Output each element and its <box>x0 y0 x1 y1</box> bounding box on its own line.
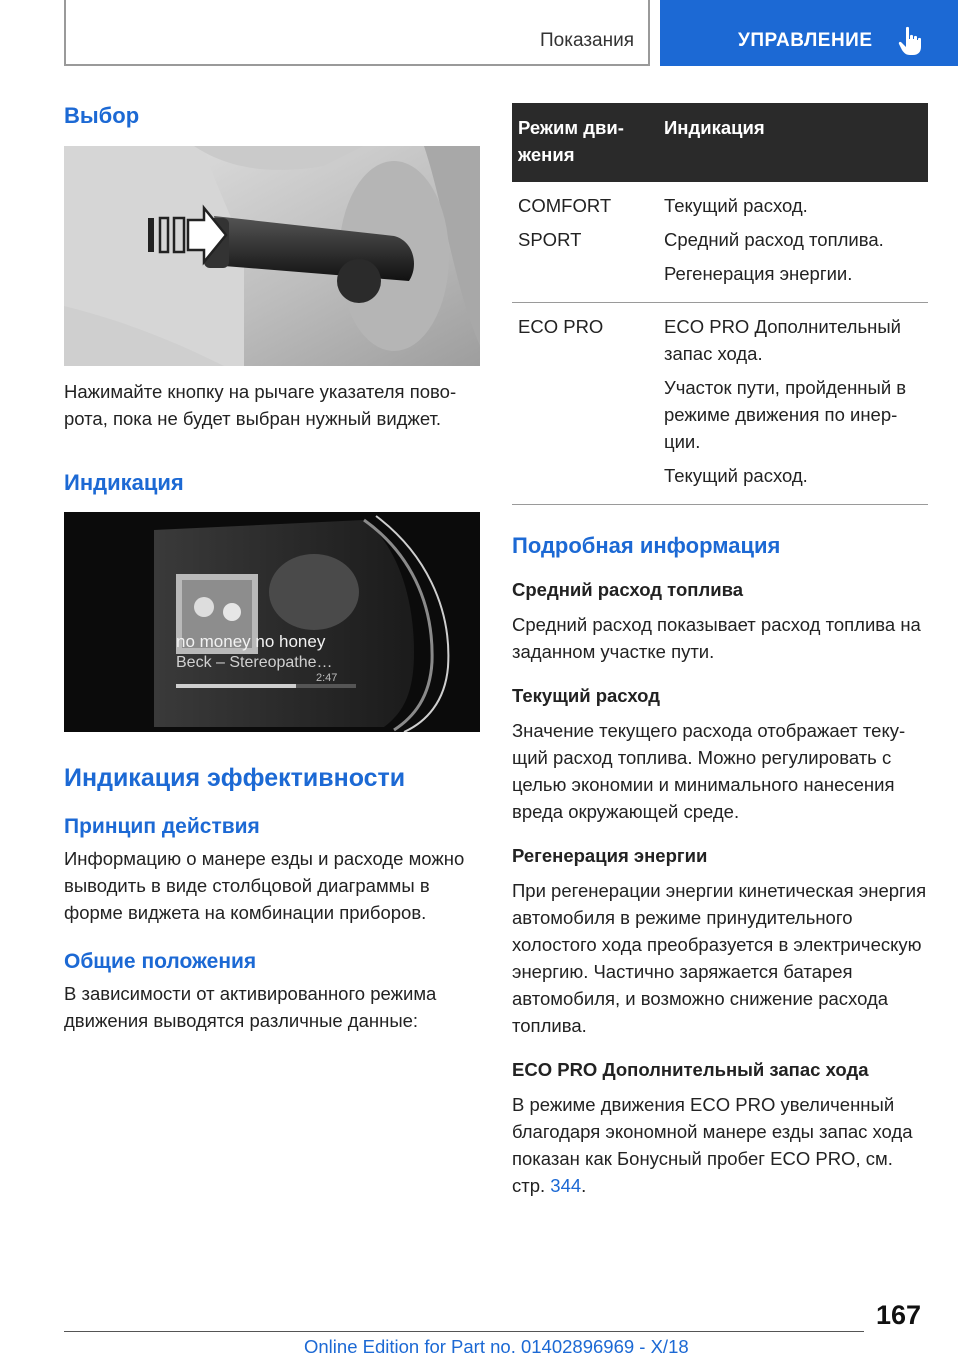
section-title-obshchie: Общие положения <box>64 950 257 973</box>
header-tab-label: Показания <box>540 30 634 51</box>
table-row <box>512 303 928 505</box>
subsection-title-avg-consumption: Средний расход топлива <box>512 579 743 600</box>
sentence-end: . <box>581 1175 587 1196</box>
track-title: no money no honey <box>176 632 326 651</box>
hand-pointer-icon <box>898 26 922 56</box>
left-column <box>64 100 480 1034</box>
subsection-title-eco-pro-range: ECO PRO Дополнительный запас хода <box>512 1059 869 1080</box>
table-row <box>512 182 928 303</box>
right-column <box>512 103 928 1199</box>
modes-table <box>512 103 928 505</box>
indication-item: Текущий расход. <box>664 465 808 486</box>
eco-pro-range-paragraph <box>512 1091 928 1199</box>
subsection-title-current-consumption: Текущий расход <box>512 685 660 706</box>
section-title-indikaciya: Индикация <box>64 470 184 495</box>
track-time: 2:47 <box>316 672 338 684</box>
princip-paragraph: Информацию о манере езды и расходе можно выводить в виде столбцовой диаграммы в форме виджета на комбинации приборов. <box>64 848 465 923</box>
indication-item: ECO PRO Дополнительный запас хода. <box>664 316 901 364</box>
mode-sport: SPORT <box>518 229 582 250</box>
avg-consumption-paragraph: Средний расход показывает расход топлива на заданном участке пути. <box>512 614 921 662</box>
header-tab-upravlenie[interactable] <box>660 0 958 66</box>
subsection-title-regeneration: Регенерация энергии <box>512 845 708 866</box>
turn-signal-lever-photo <box>64 146 480 366</box>
table-header-mode: Режим движения <box>512 103 658 182</box>
section-title-vybor: Выбор <box>64 103 140 128</box>
vybor-paragraph: Нажимайте кнопку на рычаге указателя поворота, пока не будет выбран нужный виджет. <box>64 381 457 429</box>
page-number: 167 <box>876 1300 922 1330</box>
footer-divider <box>64 1331 864 1332</box>
obshchie-paragraph: В зависимости от активированного режима движения выводятся различные данные: <box>64 983 437 1031</box>
regeneration-paragraph: При регенерации энергии кинетическая энергия автомобиля в режиме принудительного холостого хода преобразуется в электрическую энергию. Частично заряжается батарея автомобиля, и возможно снижение расхода топлива. <box>512 880 927 1036</box>
indication-item: Регенерация энергии. <box>664 263 853 284</box>
instrument-cluster-photo <box>64 512 480 732</box>
header-tab-pokazaniya[interactable] <box>64 0 650 66</box>
table-cell-indication <box>658 182 928 303</box>
table-cell-indication <box>658 303 928 505</box>
section-title-detail: Подробная информация <box>512 533 781 558</box>
track-artist: Beck – Stereopathe… <box>176 654 333 671</box>
footer-edition: Online Edition for Part no. 01402896969 - X/18 <box>304 1336 689 1357</box>
indication-item: Средний расход топлива. <box>664 229 884 250</box>
mode-comfort: COMFORT <box>518 195 612 216</box>
indication-item: Текущий расход. <box>664 195 808 216</box>
section-title-effectivnost: Индикация эффективности <box>64 764 406 792</box>
header-tab-label: УПРАВЛЕНИЕ <box>738 30 873 51</box>
table-cell-mode <box>512 303 658 505</box>
mode-eco-pro: ECO PRO <box>518 316 604 337</box>
page-reference-link[interactable]: 344 <box>550 1175 582 1196</box>
cluster-background <box>64 512 480 732</box>
indication-item: Участок пути, пройденный в режиме движения по инерции. <box>664 377 907 452</box>
section-title-princip: Принцип действия <box>64 815 260 838</box>
table-cell-mode <box>512 182 658 303</box>
table-header-indication: Индикация <box>658 103 928 182</box>
eco-pro-range-text: В режиме движения ECO PRO увеличенный благодаря экономной манере езды запас хода показан как Бонусный пробег ECO PRO, см. стр. <box>512 1094 913 1196</box>
current-consumption-paragraph: Значение текущего расхода отображает текущий расход топлива. Можно регулировать с целью экономии и минимального нанесения вреда окружающей среде. <box>512 720 906 822</box>
